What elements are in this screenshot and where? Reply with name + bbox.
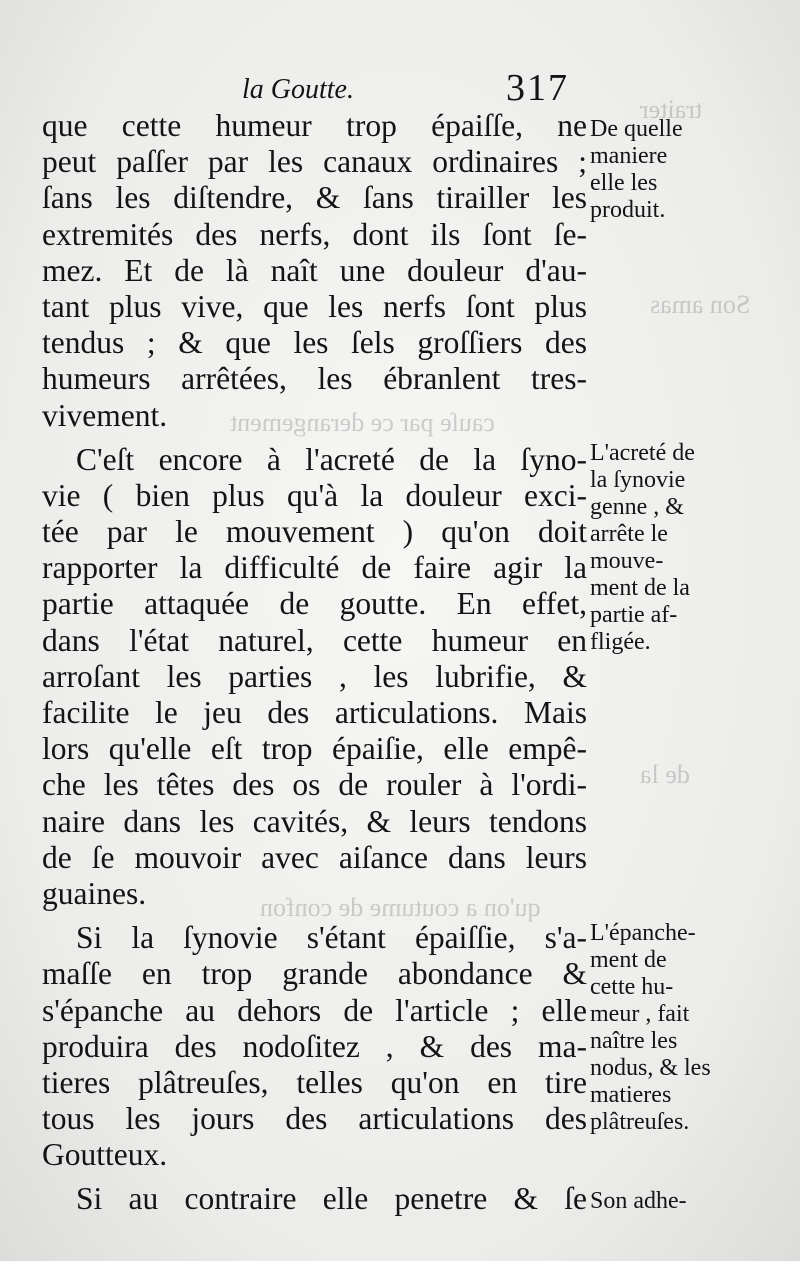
text-line: vivement. [42, 397, 168, 433]
text-line: maſſe en trop grande abondance & [42, 956, 587, 992]
text-line: Si au contraire elle penetre & ſe [76, 1181, 587, 1217]
note-line: Son adhe- [590, 1188, 687, 1214]
running-title: la Goutte. [242, 74, 354, 105]
note-line: L'acreté de [590, 440, 695, 466]
show-through-text: traiter [640, 95, 703, 124]
main-text [42, 108, 587, 1218]
text-line: de ſe mouvoir avec aiſance dans leurs [42, 839, 587, 875]
show-through-text: cauſe par ce derangement [230, 408, 495, 437]
text-line: mez. Et de là naît une douleur d'au- [42, 252, 587, 288]
text-line: lors qu'elle eſt trop épaiſie, elle empê- [42, 731, 587, 767]
text-line: Si la ſynovie s'étant épaiſſie, s'a- [76, 920, 587, 956]
note-line: ment de la [590, 575, 690, 601]
text-line: tant plus vive, que les nerfs ſont plus [42, 288, 587, 324]
note-line: matieres [590, 1082, 672, 1108]
text-line: naire dans les cavités, & leurs tendons [42, 803, 587, 839]
text-line: tous les jours des articulations des [42, 1101, 587, 1137]
text-line: ſans les diſtendre, & ſans tirailler les [42, 180, 587, 216]
text-line: s'épanche au dehors de l'article ; elle [42, 992, 587, 1028]
show-through-text: de la [640, 760, 690, 789]
text-line: extremités des nerfs, dont ils ſont ſe- [42, 216, 587, 252]
text-line: dans l'état naturel, cette humeur en [42, 622, 587, 658]
text-line: tée par le mouvement ) qu'on doit [42, 514, 587, 550]
margin-note [590, 116, 740, 224]
note-line: L'épanche- [590, 920, 696, 946]
note-line: cette hu- [590, 974, 674, 1000]
note-line: genne , & [590, 494, 684, 520]
note-line: De quelle [590, 116, 683, 142]
margin-note [590, 1188, 740, 1215]
note-line: arrête le [590, 521, 668, 547]
note-line: naître les [590, 1028, 678, 1054]
note-line: la ſynovie [590, 467, 686, 493]
note-line: nodus, & les [590, 1055, 711, 1081]
text-line: C'eſt encore à l'acreté de la ſyno- [76, 441, 587, 477]
note-line: mouve- [590, 548, 664, 574]
text-line: tendus ; & que les ſels groſſiers des [42, 325, 587, 361]
note-line: plâtreuſes. [590, 1109, 690, 1135]
note-line: produit. [590, 197, 666, 223]
note-line: meur , fait [590, 1001, 690, 1027]
note-line: elle les [590, 170, 658, 196]
margin-note [590, 440, 740, 656]
margin-note [590, 920, 740, 1136]
text-line: Goutteux. [42, 1137, 168, 1173]
text-line: peut paſſer par les canaux ordinaires ; [42, 144, 587, 180]
text-line: humeurs arrêtées, les ébranlent tres- [42, 361, 587, 397]
note-line: maniere [590, 143, 668, 169]
text-line: que cette humeur trop épaiſſe, ne [42, 108, 587, 143]
show-through-text: qu'on a coutume de confon [260, 893, 541, 922]
text-line: guaines. [42, 875, 147, 911]
text-line: produira des nodoſitez , & des ma- [42, 1028, 587, 1064]
note-line: partie af- [590, 602, 678, 628]
text-line: partie attaquée de goutte. En effet, [42, 586, 587, 622]
text-line: vie ( bien plus qu'à la douleur exci- [42, 477, 587, 513]
text-line: rapporter la difficulté de faire agir la [42, 550, 587, 586]
text-line: che les têtes des os de rouler à l'ordi- [42, 767, 587, 803]
note-line: fligée. [590, 629, 651, 655]
text-line: arroſant les parties , les lubrifie, & [42, 658, 587, 694]
show-through-text: Son amas [650, 290, 751, 319]
text-line: tieres plâtreuſes, telles qu'on en tire [42, 1064, 587, 1100]
text-line: facilite le jeu des articulations. Mais [42, 695, 587, 730]
note-line: ment de [590, 947, 667, 973]
page-number: 317 [506, 67, 569, 109]
